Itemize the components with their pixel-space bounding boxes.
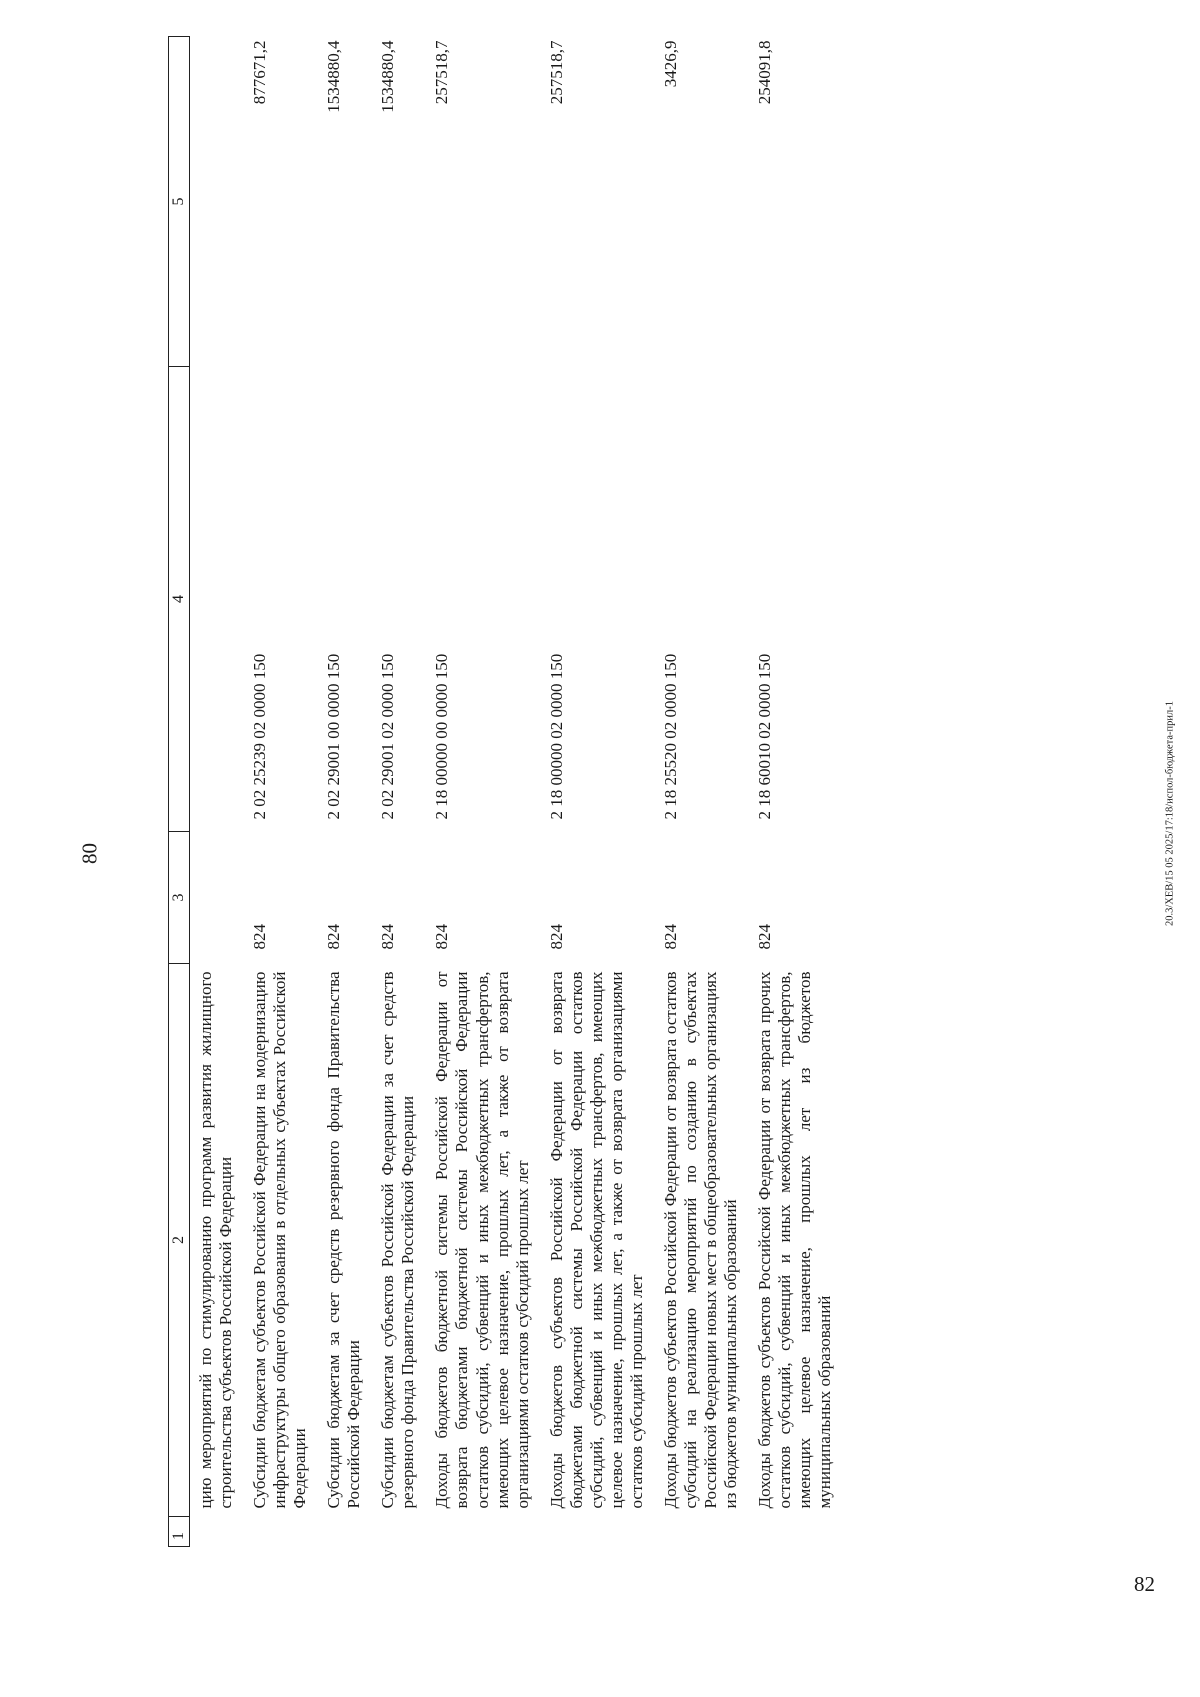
table-row [310, 37, 364, 1547]
table-row [647, 37, 741, 1547]
budget-code-cell: 2 18 00000 00 0000 150 [432, 653, 452, 820]
admin-code-cell: 824 [546, 924, 566, 950]
amount-cell: 254091,8 [755, 40, 775, 105]
revenue-name-cell: Субсидии бюджетам субъектов Российской Федерации на модернизацию инфраструктуры общего образования в отдельных субъектах Российской Федерации [250, 971, 310, 1509]
amount-cell: 1534880,4 [324, 40, 344, 113]
table-row [741, 37, 835, 1547]
admin-code-cell: 824 [660, 924, 680, 950]
admin-code-cell: 824 [378, 924, 398, 950]
budget-code-cell: 2 02 29001 00 0000 150 [324, 653, 344, 820]
revenue-name-cell: Субсидии бюджетам за счет средств резервного фонда Правительства Российской Федерации [324, 971, 364, 1509]
budget-code-cell: 2 02 25239 02 0000 150 [250, 653, 270, 820]
amount-cell: 877671,2 [250, 40, 270, 105]
budget-code-cell: 2 18 25520 02 0000 150 [660, 653, 680, 820]
budget-code-cell: 2 18 00000 02 0000 150 [546, 653, 566, 820]
revenue-name-cell: Субсидии бюджетам субъектов Российской Федерации за счет средств резервного фонда Правительства Российской Федерации [378, 971, 418, 1509]
page-number: 82 [1134, 1572, 1155, 1596]
admin-code-cell: 824 [250, 924, 270, 950]
table-row [533, 37, 647, 1547]
revenue-name-cell: цию мероприятий по стимулированию программ развития жилищного строительства субъектов Российской Федерации [196, 971, 236, 1509]
document-page-number: 80 [77, 843, 102, 864]
table-row [236, 37, 310, 1547]
admin-code-cell: 824 [324, 924, 344, 950]
revenue-name-cell: Доходы бюджетов субъектов Российской Федерации от возврата бюджетами бюджетной системы Российской Федерации остатков субсидий, субвенций и иных межбюджетных трансфертов, имеющих целевое назначение, прошлых лет, а также от возврата организациями остатков субсидий прошлых лет [546, 971, 646, 1509]
budget-code-cell: 2 02 29001 02 0000 150 [378, 653, 398, 820]
print-stamp: 20.3/ХЕВ/15 05 2025/17:18/испол-бюджета-прил-1 [1164, 700, 1176, 927]
revenue-name-cell: Доходы бюджетов субъектов Российской Федерации от возврата остатков субсидий на реализацию мероприятий по созданию в субъектах Российской Федерации новых мест в общеобразовательных организациях из бюджетов муниципальных образований [660, 971, 741, 1509]
admin-code-cell [190, 832, 237, 964]
amount-cell: 3426,9 [660, 40, 680, 88]
header-col-4: 4 [169, 367, 190, 832]
amount-cell: 1534880,4 [378, 40, 398, 113]
revenue-name-cell: Доходы бюджетов субъектов Российской Федерации от возврата прочих остатков субсидий, субвенций и иных межбюджетных трансфертов, имеющих целевое назначение, прошлых лет из бюджетов муниципальных образований [755, 971, 835, 1509]
admin-code-cell: 824 [432, 924, 452, 950]
amount-cell: 257518,7 [432, 40, 452, 105]
budget-revenue-table [168, 36, 835, 1547]
header-col-2: 2 [169, 964, 190, 1517]
budget-code-cell [190, 367, 237, 832]
budget-code-cell: 2 18 60010 02 0000 150 [755, 653, 775, 820]
amount-cell [190, 37, 237, 367]
admin-code-cell: 824 [755, 924, 775, 950]
rotated-table-page [168, 37, 1168, 1547]
revenue-name-cell: Доходы бюджетов бюджетной системы Российской Федерации от возврата бюджетами бюджетной системы Российской Федерации остатков субсидий, субвенций и иных межбюджетных трансфертов, имеющих целевое назначение, прошлых лет, а также от возврата организациями остатков субсидий прошлых лет [432, 971, 532, 1509]
table-row [418, 37, 532, 1547]
table-header-row [169, 37, 190, 1547]
header-col-1: 1 [169, 1517, 190, 1547]
amount-cell: 257518,7 [546, 40, 566, 105]
header-col-3: 3 [169, 832, 190, 964]
table-row [364, 37, 418, 1547]
table-row [190, 37, 237, 1547]
header-col-5: 5 [169, 37, 190, 367]
